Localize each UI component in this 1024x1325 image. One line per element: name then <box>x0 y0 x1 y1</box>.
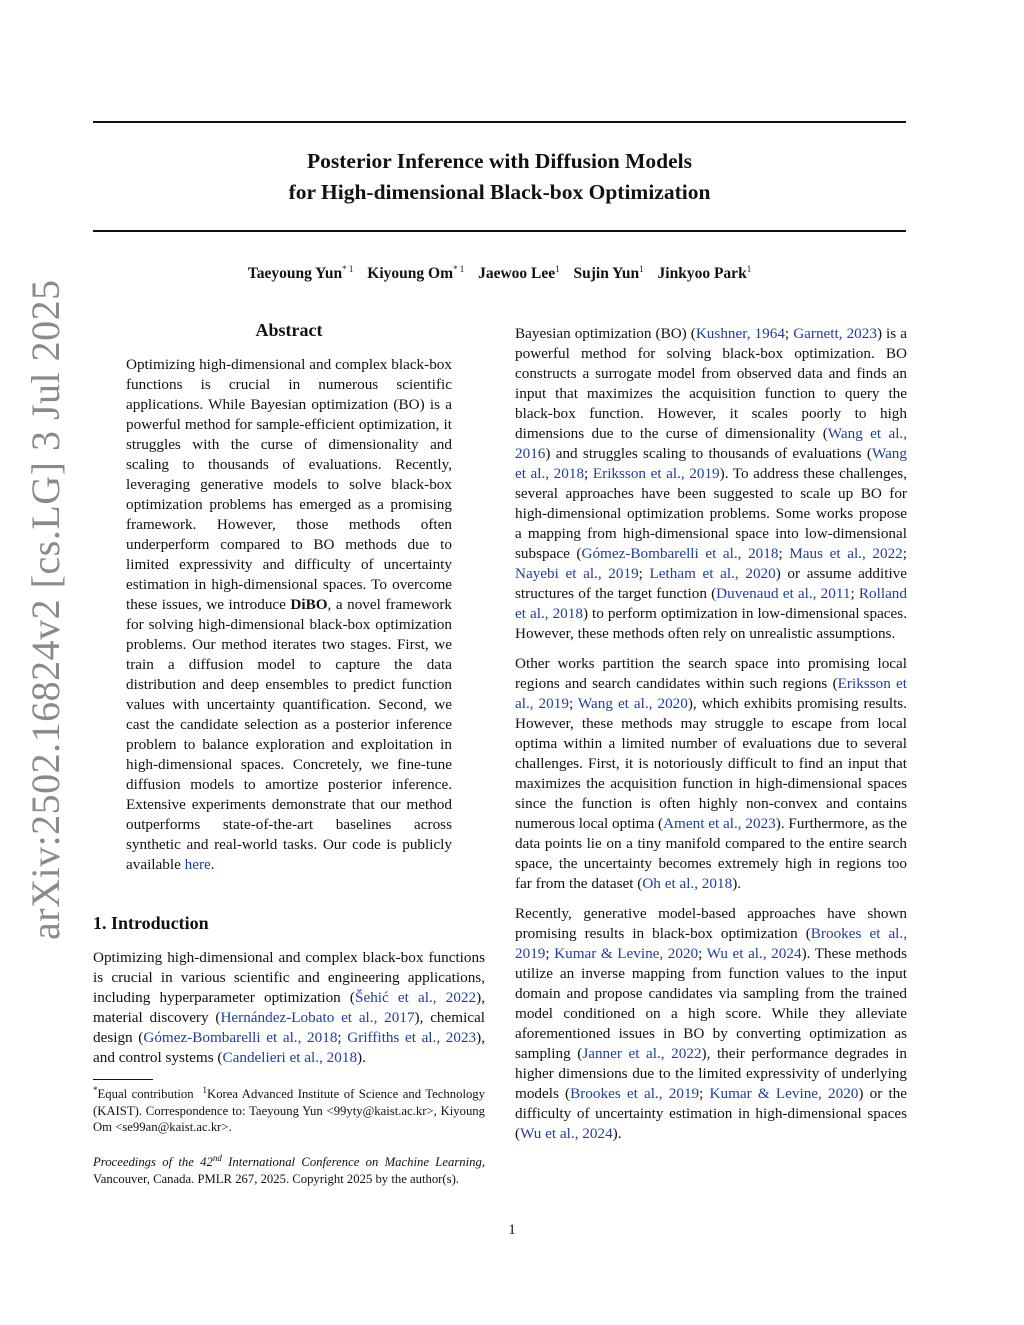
citation-link[interactable]: Brookes et al., 2019 <box>570 1085 700 1102</box>
citation-link[interactable]: Hernández-Lobato et al., 2017 <box>220 1009 415 1026</box>
citation-link[interactable]: Ament et al., 2023 <box>663 815 776 832</box>
citation-link[interactable]: Duvenaud et al., 2011 <box>716 585 851 602</box>
arxiv-side-stamp: arXiv:2502.16824v2 [cs.LG] 3 Jul 2025 <box>23 279 68 940</box>
author-list <box>93 264 906 283</box>
citation-link[interactable]: Kushner, 1964 <box>695 325 785 342</box>
citation-link[interactable]: Gómez-Bombarelli et al., 2018 <box>581 545 779 562</box>
citation-link[interactable]: Wang et al., 2016 <box>515 425 908 462</box>
abstract-heading: Abstract <box>255 320 323 340</box>
footnote-proceedings: Proceedings of the 42nd International Conference on Machine Learning, Vancouver, Canada. PMLR 267, 2025. Copyright 2025 by the author(s). <box>93 1153 485 1186</box>
citation-link[interactable]: Eriksson et al., 2019 <box>592 465 720 482</box>
citation-link[interactable]: Wu et al., 2024 <box>520 1125 613 1142</box>
abstract-body: Optimizing high-dimensional and complex black-box functions is crucial in numerous scientific applications. While Bayesian optimization (BO) is a powerful method for sample-efficient optimization, it struggles with the curse of dimensionality and scaling to thousands of evaluations. Recently, leveraging generative models to solve black-box optimization problems has emerged as a promising framework. However, those methods often underperform compared to BO methods due to limited expressivity and difficulty of uncertainty estimation in high-dimensional spaces. To overcome these issues, we introduce DiBO, a novel framework for solving high-dimensional black-box optimization problems. Our method iterates two stages. First, we train a diffusion model to capture the data distribution and deep ensembles to predict function values with uncertainty quantification. Second, we cast the candidate selection as a posterior inference problem to balance exploration and exploitation in high-dimensional spaces. Concretely, we fine-tune diffusion models to amortize posterior inference. Extensive experiments demonstrate that our method outperforms state-of-the-art baselines across synthetic and real-world tasks. Our code is publicly available here. <box>126 356 452 873</box>
citation-link[interactable]: Rolland et al., 2018 <box>515 585 907 622</box>
title-top-rule <box>93 121 906 123</box>
citation-link[interactable]: Brookes et al., 2019 <box>515 925 907 962</box>
citation-link[interactable]: Kumar & Levine, 2020 <box>554 945 699 962</box>
citation-link[interactable]: Garnett, 2023 <box>793 325 877 342</box>
citation-link[interactable]: Oh et al., 2018 <box>642 875 733 892</box>
title-line-2: for High-dimensional Black-box Optimization <box>288 180 711 204</box>
page-number: 1 <box>508 1222 516 1238</box>
title-bottom-rule <box>93 230 906 232</box>
citation-link[interactable]: Letham et al., 2020 <box>649 565 776 582</box>
citation-link[interactable]: Maus et al., 2022 <box>789 545 903 562</box>
citation-link[interactable]: Candelieri et al., 2018 <box>222 1049 358 1066</box>
footnote-rule <box>93 1079 153 1080</box>
right-column <box>515 324 907 1154</box>
author: Jaewoo Lee$^1$ <box>478 264 560 283</box>
paper-title <box>93 146 906 208</box>
footnote-affiliation: *Equal contribution $^1$Korea Advanced Institute of Science and Technology (KAIST). Correspondence to: Taeyoung Yun <99yty@kaist.ac.kr>, Kiyoung Om <se99an@kaist.ac.kr>. <box>93 1085 485 1135</box>
code-link[interactable]: here <box>184 856 211 873</box>
author: Taeyoung Yun$^{* 1}$ <box>247 264 354 283</box>
author: Kiyoung Om$^{* 1}$ <box>367 264 465 283</box>
citation-link[interactable]: Eriksson et al., 2019 <box>515 675 907 712</box>
section-heading-introduction: 1. Introduction <box>93 913 209 933</box>
method-name: DiBO <box>290 596 328 613</box>
citation-link[interactable]: Gómez-Bombarelli et al., 2018 <box>143 1029 338 1046</box>
intro-paragraph: Optimizing high-dimensional and complex black-box functions is crucial in various scientific and engineering applications, including hyperparameter optimization (Šehić et al., 2022), material discovery (Hernández-Lobato et al., 2017), chemical design (Gómez-Bombarelli et al., 2018; Griffiths et al., 2023), and control systems (Candelieri et al., 2018). <box>93 949 485 1066</box>
author: Sujin Yun$^1$ <box>573 264 644 283</box>
citation-link[interactable]: Wu et al., 2024 <box>706 945 802 962</box>
citation-link[interactable]: Wang et al., 2020 <box>577 695 688 712</box>
citation-link[interactable]: Janner et al., 2022 <box>582 1045 702 1062</box>
citation-link[interactable]: Wang et al., 2018 <box>515 445 907 482</box>
paragraph-generative: Recently, generative model-based approaches have shown promising results in black-box optimization (Brookes et al., 2019; Kumar & Levine, 2020; Wu et al., 2024). These methods utilize an inverse mapping from function values to the input domain and propose candidates via sampling from the trained model conditioned on a high score. While they alleviate aforementioned issues in BO by converting optimization as sampling (Janner et al., 2022), their performance degrades in higher dimensions due to the limited expressivity of underlying models (Brookes et al., 2019; Kumar & Levine, 2020) or the difficulty of uncertainty estimation in high-dimensional spaces (Wu et al., 2024). <box>515 905 908 1142</box>
citation-link[interactable]: Kumar & Levine, 2020 <box>709 1085 859 1102</box>
citation-link[interactable]: Šehić et al., 2022 <box>355 989 477 1006</box>
citation-link[interactable]: Nayebi et al., 2019 <box>515 565 639 582</box>
author: Jinkyoo Park$^1$ <box>657 264 752 283</box>
paragraph-bo: Bayesian optimization (BO) (Kushner, 1964; Garnett, 2023) is a powerful method for solving black-box optimization. BO constructs a surrogate model from observed data and finds an input that maximizes the acquisition function to query the black-box function. However, it scales poorly to high dimensions due to the curse of dimensionality (Wang et al., 2016) and struggles scaling to thousands of evaluations (Wang et al., 2018; Eriksson et al., 2019). To address these challenges, several approaches have been suggested to scale up BO for high-dimensional optimization problems. Some works propose a mapping from high-dimensional space into low-dimensional subspace (Gómez-Bombarelli et al., 2018; Maus et al., 2022; Nayebi et al., 2019; Letham et al., 2020) or assume additive structures of the target function (Duvenaud et al., 2011; Rolland et al., 2018) to perform optimization in low-dimensional spaces. However, these methods often rely on unrealistic assumptions. <box>515 325 908 642</box>
citation-link[interactable]: Griffiths et al., 2023 <box>347 1029 477 1046</box>
title-line-1: Posterior Inference with Diffusion Models <box>307 149 692 173</box>
paragraph-local-regions: Other works partition the search space into promising local regions and search candidates within such regions (Eriksson et al., 2019; Wang et al., 2020), which exhibits promising results. However, these methods may struggle to escape from local optima within a limited number of evaluations due to several challenges. First, it is notoriously difficult to find an input that maximizes the acquisition function in high-dimensional spaces since the function is often highly non-convex and contains numerous local optima (Ament et al., 2023). Furthermore, as the data points lie on a tiny manifold compared to the entire search space, the uncertainty becomes extremely high in regions too far from the dataset (Oh et al., 2018). <box>515 655 907 892</box>
